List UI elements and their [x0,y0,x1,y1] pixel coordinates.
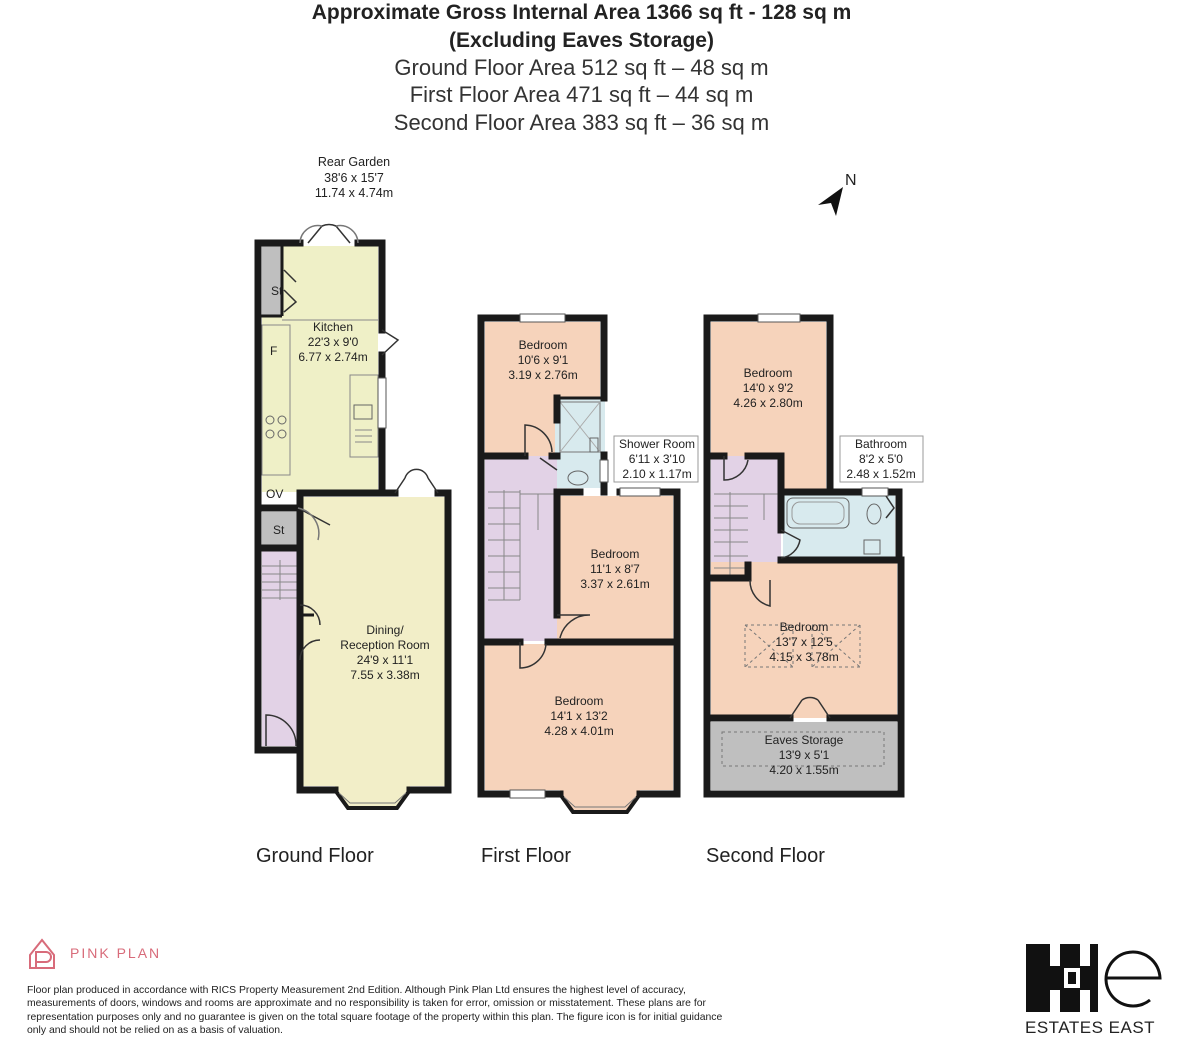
first-bedroom-mid-imperial: 11'1 x 8'7 [590,562,640,576]
oven-label: OV [266,487,284,501]
garden-name: Rear Garden [317,155,391,169]
ground-floor-plan [258,225,448,808]
north-arrow-icon [818,172,857,216]
dining-name-line1: Dining/ [366,623,404,637]
fridge-label: F [270,344,278,358]
second-bedroom-front-imperial: 13'7 x 12'5 [775,635,833,649]
second-floor-label: Second Floor [706,845,825,867]
garden-imperial: 38'6 x 15'7 [324,171,384,185]
kitchen-metric: 6.77 x 2.74m [298,350,368,364]
first-bedroom-rear-name: Bedroom [518,338,568,352]
dining-name-line2: Reception Room [340,638,430,652]
kitchen-imperial: 22'3 x 9'0 [307,335,359,349]
dining-imperial: 24'9 x 11'1 [356,653,414,667]
pink-plan-logo-icon [30,940,54,968]
first-bedroom-front-metric: 4.28 x 4.01m [544,724,614,738]
store-mid-label: St [273,523,285,537]
second-bedroom-rear-name: Bedroom [743,366,793,380]
first-bedroom-mid-metric: 3.37 x 2.61m [580,577,650,591]
ground-floor-area: Ground Floor Area 512 sq ft – 48 sq m [394,55,769,80]
bathroom-metric: 2.48 x 1.52m [846,467,916,481]
second-bedroom-rear-metric: 4.26 x 2.80m [733,396,803,410]
bathroom [783,494,895,560]
kitchen-name: Kitchen [312,320,354,334]
first-bedroom-rear-imperial: 10'6 x 9'1 [517,353,569,367]
second-bedroom-front-metric: 4.15 x 3.78m [769,650,839,664]
first-floor-label: First Floor [481,845,571,867]
shower-imperial: 6'11 x 3'10 [628,452,686,466]
dining-metric: 7.55 x 3.38m [350,668,420,682]
first-bedroom-rear-metric: 3.19 x 2.76m [508,368,578,382]
first-bedroom-front-imperial: 14'1 x 13'2 [550,709,608,723]
store-top-label: St [271,284,283,298]
first-floor-area: First Floor Area 471 sq ft – 44 sq m [409,82,754,107]
pink-plan-brand: PINK PLAN [70,945,162,961]
estates-east-brand: ESTATES EAST [1025,1018,1156,1037]
store-top [262,246,282,316]
first-bedroom-front-name: Bedroom [554,694,604,708]
eaves-metric: 4.20 x 1.55m [769,763,839,777]
second-bedroom-rear-imperial: 14'0 x 9'2 [742,381,794,395]
eaves-name: Eaves Storage [764,733,844,747]
north-label: N [845,172,857,189]
second-landing [711,456,781,578]
garden-metric: 11.74 x 4.74m [314,186,394,200]
first-floor-plan [481,314,698,812]
disclaimer-text: Floor plan produced in accordance with RICS Property Measurement 2nd Edition. Although Pink Plan Ltd ensures the highest level of accuracy, measurements of doors, windows and rooms are approximate and no responsibility is taken for error, omission or misstatement. These plans are for representation purposes only and no guarantee is given on the total square footage of the property within this plan. The figure icon is for initial guidance only and should not be relied on as a basis of valuation. [27,985,723,1037]
gross-area-title: Approximate Gross Internal Area 1366 sq ft - 128 sq m [311,1,852,24]
excluding-note: (Excluding Eaves Storage) [449,29,714,52]
ground-floor-label: Ground Floor [256,845,374,867]
estates-east-logo-icon [1026,944,1160,1012]
bathroom-name: Bathroom [854,437,908,451]
first-landing [485,456,557,641]
shower-metric: 2.10 x 1.17m [622,467,692,481]
shower-name: Shower Room [618,437,696,451]
second-floor-area: Second Floor Area 383 sq ft – 36 sq m [393,110,770,135]
second-bedroom-front-name: Bedroom [779,620,829,634]
first-bedroom-mid-name: Bedroom [590,547,640,561]
bathroom-imperial: 8'2 x 5'0 [859,452,903,466]
second-floor-plan [707,314,923,794]
eaves-imperial: 13'9 x 5'1 [778,748,830,762]
